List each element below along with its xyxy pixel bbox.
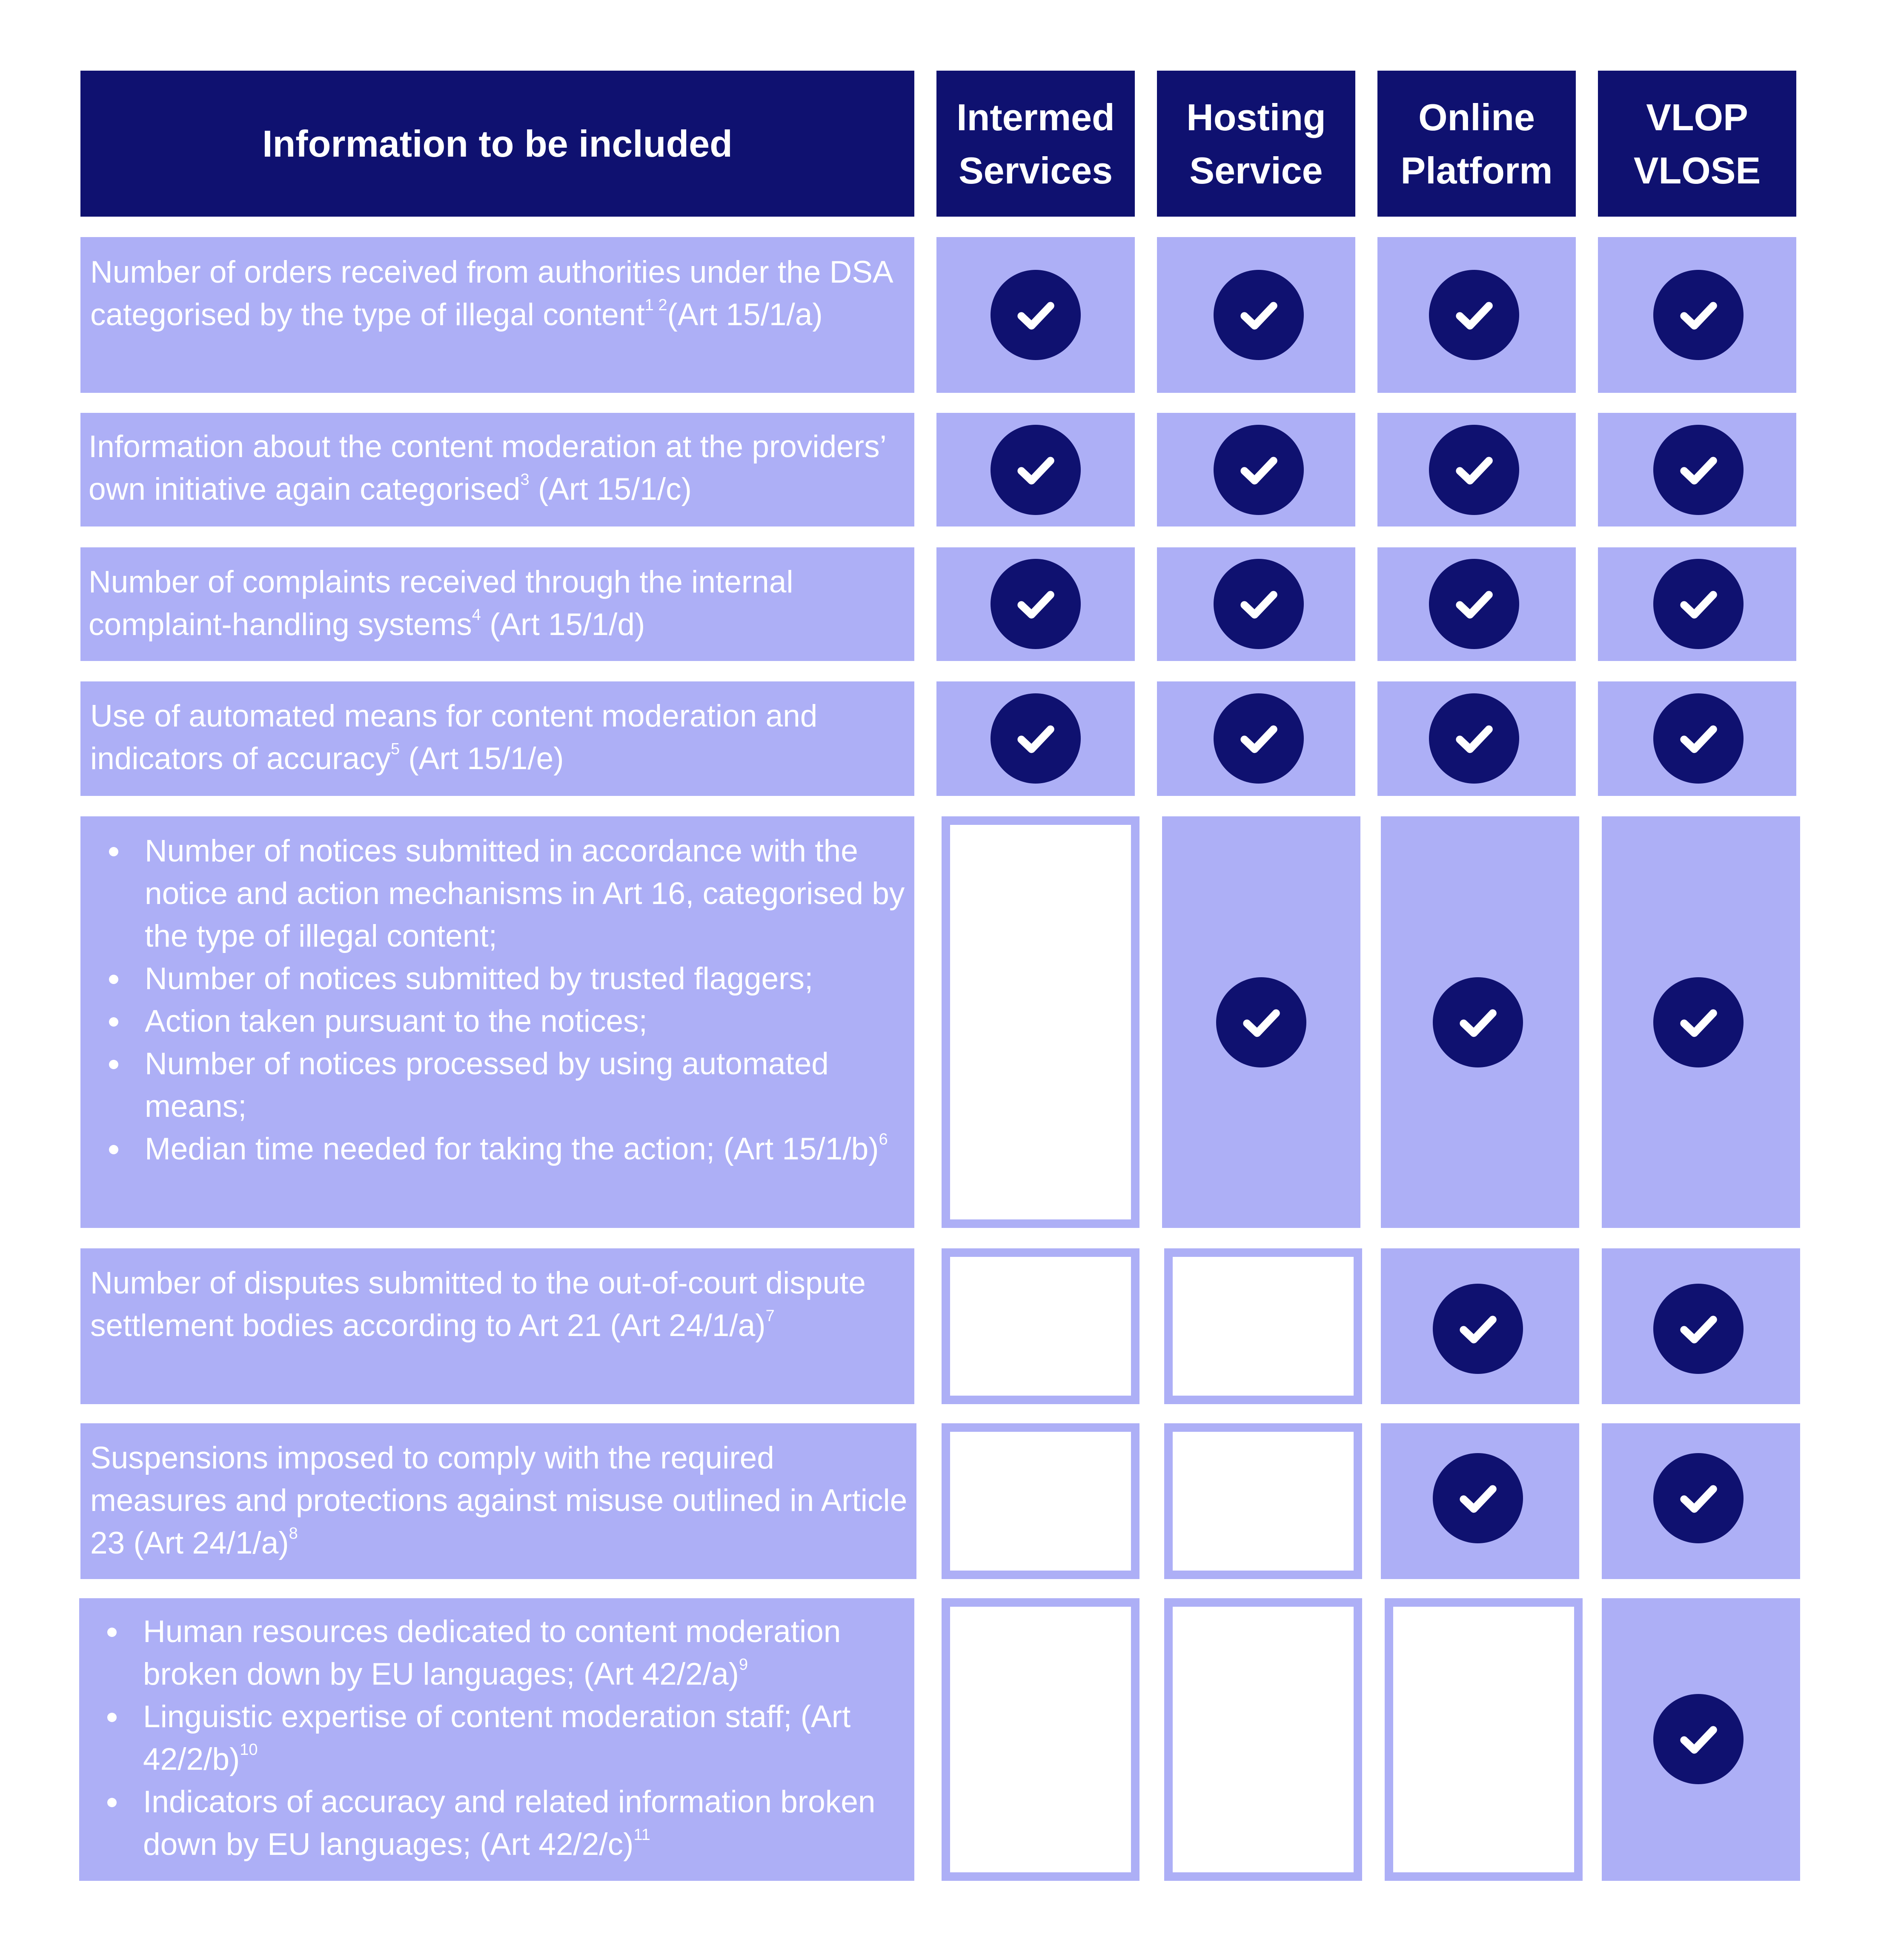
header-col-line1: VLOP [1646,96,1748,138]
info-list [89,1611,912,1866]
list-item-text: Number of notices submitted by trusted flaggers; [145,961,813,996]
info-text [90,1437,908,1565]
list-item-text: Number of notices submitted in accordance with the notice and action mechanisms in Art 16, categorised by the type of illegal content; [145,834,905,953]
footnote-marker: 7 [765,1307,775,1325]
checkmark-icon [1214,425,1304,515]
checkmark-icon [1653,425,1744,515]
checkmark-icon [1429,270,1519,360]
info-text [90,1262,908,1347]
header-col-line1: Hosting [1186,96,1326,138]
list-item [145,1128,908,1170]
header-intermed-services [936,71,1135,217]
header-col-line2: Service [1189,149,1323,192]
info-text-body: Number of orders received from authorities under the DSA categorised by the type of illegal content [90,255,892,332]
empty-status-cell [1164,1598,1362,1881]
list-item-text: Action taken pursuant to the notices; [145,1004,647,1039]
checkmark-icon [1216,977,1306,1067]
checkmark-icon [1429,559,1519,649]
header-hosting-service [1157,71,1355,217]
checkmark-icon [991,425,1081,515]
checkmark-icon [1214,693,1304,784]
info-text [89,426,906,511]
checkmark-icon [1653,270,1744,360]
info-text-body: Number of disputes submitted to the out-of-court dispute settlement bodies according to Art 21 (Art 24/1/a) [90,1266,866,1343]
empty-status-cell [942,1248,1139,1404]
info-text [90,251,908,336]
list-item-text: Linguistic expertise of content moderation staff; (Art 42/2/b) [143,1700,851,1777]
footnote-marker: 6 [879,1130,888,1148]
empty-status-cell [1164,1248,1362,1404]
footnote-marker: 3 [520,471,530,489]
checkmark-icon [1433,1453,1523,1543]
list-item [145,1043,908,1128]
checkmark-icon [1653,1694,1744,1784]
footnote-marker: 11 [633,1826,650,1844]
info-text-body: Number of complaints received through the internal complaint-handling systems [89,565,793,642]
empty-status-cell [1385,1598,1583,1881]
article-reference: (Art 15/1/a) [667,298,823,332]
article-reference: (Art 15/1/e) [400,741,564,776]
list-item [143,1611,912,1696]
info-text [89,561,906,646]
footnote-marker: 4 [472,606,481,624]
info-text-body: Information about the content moderation at the providers’ own initiative again categorised [89,429,886,506]
checkmark-icon [1433,1284,1523,1374]
list-item-text: Indicators of accuracy and related information broken down by EU languages; (Art 42/2/c) [143,1785,876,1862]
footnote-marker: 9 [739,1656,748,1674]
footnote-marker: 10 [240,1741,258,1759]
checkmark-icon [1429,693,1519,784]
empty-status-cell [1164,1423,1362,1579]
header-col-line2: Services [958,149,1113,192]
article-reference: (Art 15/1/c) [529,472,692,506]
checkmark-icon [1653,977,1744,1067]
checkmark-icon [1653,1284,1744,1374]
list-item [143,1696,912,1781]
footnote-marker: 8 [289,1525,298,1542]
empty-status-cell [942,1423,1139,1579]
checkmark-icon [1653,559,1744,649]
checkmark-icon [1214,270,1304,360]
list-item [145,958,908,1000]
header-col-line2: VLOSE [1633,149,1761,192]
list-item-text: Median time needed for taking the action; (Art 15/1/b) [145,1132,879,1166]
list-item [145,1000,908,1043]
checkmark-icon [991,270,1081,360]
header-information [80,71,914,217]
checkmark-icon [1433,977,1523,1067]
checkmark-icon [1214,559,1304,649]
header-col-line1: Intermed [956,96,1115,138]
info-list [90,830,908,1170]
list-item-text: Human resources dedicated to content moderation broken down by EU languages; (Art 42/2/a) [143,1614,841,1691]
header-col-line1: Online [1418,96,1535,138]
empty-status-cell [942,1598,1139,1881]
article-reference: (Art 15/1/d) [481,607,645,642]
checkmark-icon [1653,693,1744,784]
header-vlop-vlose [1598,71,1796,217]
checkmark-icon [1429,425,1519,515]
header-online-platform [1377,71,1576,217]
list-item [143,1781,912,1866]
checkmark-icon [1653,1453,1744,1543]
list-item-text: Number of notices processed by using automated means; [145,1047,829,1124]
footnote-marker: 1 2 [644,296,667,314]
header-col-line2: Platform [1400,149,1553,192]
info-text-body: Suspensions imposed to comply with the required measures and protections against misuse outlined in Article 23 (Art 24/1/a) [90,1441,908,1560]
list-item [145,830,908,958]
checkmark-icon [991,693,1081,784]
header-information-label: Information to be included [262,122,733,165]
footnote-marker: 5 [390,740,400,758]
empty-status-cell [942,816,1139,1228]
info-text-body: Use of automated means for content moderation and indicators of accuracy [90,699,818,776]
checkmark-icon [991,559,1081,649]
info-text [90,695,908,780]
